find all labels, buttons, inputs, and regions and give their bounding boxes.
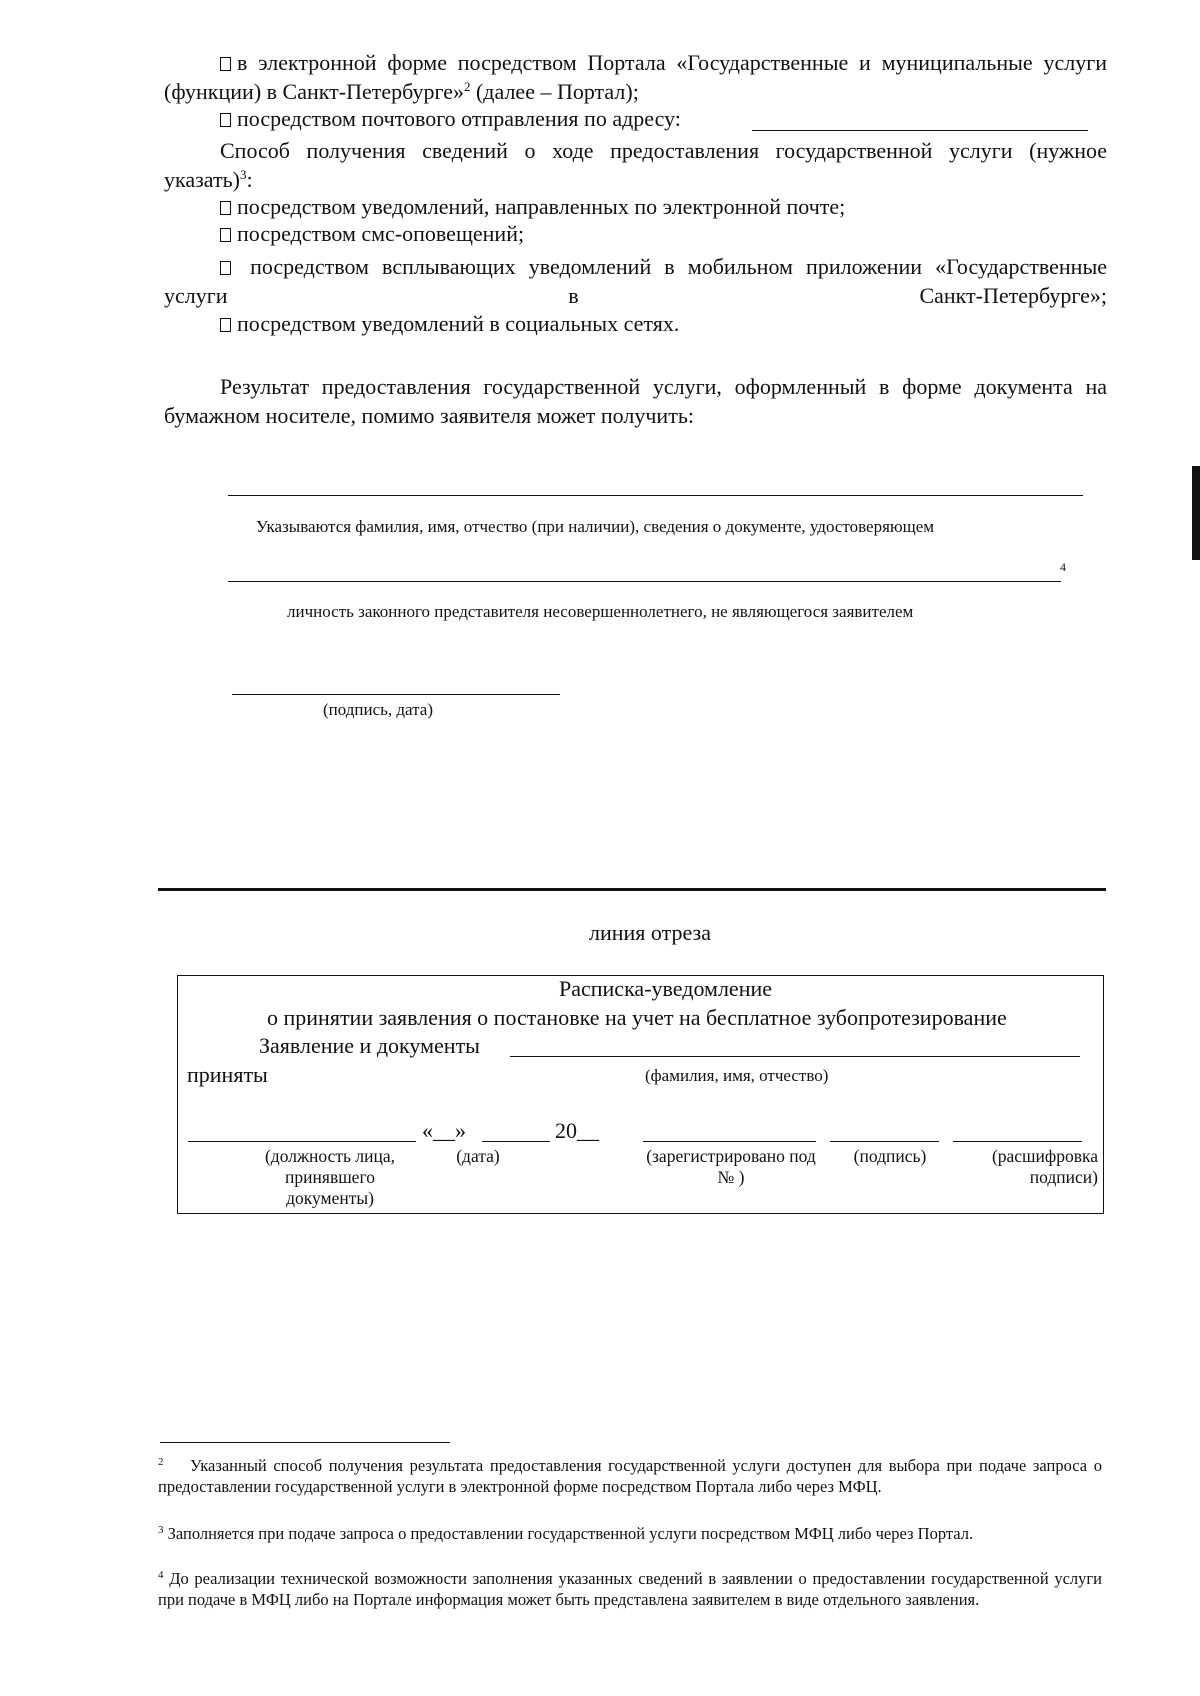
quote-close: » xyxy=(455,1118,466,1143)
checkbox[interactable] xyxy=(220,57,231,71)
colon: : xyxy=(246,167,253,192)
progress-option-push xyxy=(164,252,1107,310)
position-caption: (должность лица, принявшего документы) xyxy=(264,1146,395,1208)
progress-option-label: посредством уведомлений, направленных по электронной почте; xyxy=(237,194,846,219)
progress-option-label: посредством уведомлений в социальных сетях. xyxy=(237,311,680,336)
recipient-line-2 xyxy=(228,581,1061,582)
scan-edge-mark xyxy=(1192,466,1200,560)
progress-option-email xyxy=(220,194,845,220)
footnote-separator xyxy=(160,1442,450,1443)
checkbox[interactable] xyxy=(220,113,231,127)
decoding-caption: (расшифровка подписи) xyxy=(991,1146,1098,1187)
accepted-label: приняты xyxy=(187,1062,268,1087)
option-mail xyxy=(220,106,681,132)
footnote-4 xyxy=(158,1568,1102,1610)
docs-name-line xyxy=(510,1056,1080,1057)
position-line xyxy=(188,1141,416,1142)
month-line xyxy=(482,1141,550,1142)
signature-line xyxy=(232,694,560,695)
checkbox[interactable] xyxy=(220,201,231,215)
checkbox[interactable] xyxy=(220,228,231,242)
cut-line-label: линия отреза xyxy=(589,920,711,945)
recipient-caption-2: личность законного представителя несовершеннолетнего, не являющегося заявителем xyxy=(287,602,914,621)
progress-option-label: посредством смс-оповещений; xyxy=(237,221,525,246)
checkbox[interactable] xyxy=(220,261,231,275)
footnote-text: Указанный способ получения результата предоставления государственной услуги доступен для выбора при подаче запроса о предоставлении государственной услуги в электронной форме посредством Портала либо через МФЦ. xyxy=(158,1456,1102,1496)
footnote-text: Заполняется при подаче запроса о предоставлении государственной услуги посредством МФЦ либо через Портал. xyxy=(167,1524,974,1543)
address-blank-line xyxy=(752,130,1088,131)
decoding-line xyxy=(953,1141,1082,1142)
progress-option-sms xyxy=(220,221,524,247)
recipient-caption-1: Указываются фамилия, имя, отчество (при наличии), сведения о документе, удостоверяющем xyxy=(256,517,934,536)
footnote-2 xyxy=(158,1455,1102,1497)
option-portal-tail: (далее – Портал); xyxy=(475,79,639,104)
footnote-number: 2 xyxy=(158,1456,164,1468)
footnote-number: 3 xyxy=(158,1524,164,1536)
date-caption: (дата) xyxy=(456,1146,500,1166)
footnote-ref: 2 xyxy=(463,79,471,94)
option-mail-text: посредством почтового отправления по адресу: xyxy=(237,106,681,131)
recipient-line-1 xyxy=(228,495,1083,496)
signature-field-caption: (подпись) xyxy=(853,1146,927,1166)
quote-open: « xyxy=(422,1118,433,1143)
progress-option-social xyxy=(220,311,679,337)
docs-label: Заявление и документы xyxy=(259,1033,480,1058)
name-caption: (фамилия, имя, отчество) xyxy=(645,1066,829,1085)
registered-line xyxy=(643,1141,816,1142)
date-day xyxy=(422,1118,466,1144)
footnote-number: 4 xyxy=(158,1569,164,1581)
footnote-3 xyxy=(158,1523,1102,1544)
option-portal xyxy=(164,48,1107,106)
progress-heading xyxy=(164,136,1107,194)
year: 20__ xyxy=(555,1118,599,1143)
day-blank: __ xyxy=(433,1118,455,1143)
result-paragraph: Результат предоставления государственной услуги, оформленный в форме документа на бумажном носителе, помимо заявителя может получить: xyxy=(164,374,1107,428)
progress-option-label: посредством всплывающих уведомлений в мобильном приложении «Государственные услуги в Санкт-Петербурге»; xyxy=(164,254,1107,308)
footnote-ref: 3 xyxy=(239,167,247,182)
cut-line xyxy=(158,888,1106,891)
signature-field-line xyxy=(830,1141,939,1142)
footnote-text: До реализации технической возможности заполнения указанных сведений в заявлении о предоставлении государственной услуги при подаче в МФЦ либо на Портале информация может быть представлена заявителем в виде отдельного заявления. xyxy=(158,1569,1102,1609)
checkbox[interactable] xyxy=(220,318,231,332)
progress-heading-text: Способ получения сведений о ходе предоставления государственной услуги (нужное указать) xyxy=(164,138,1107,192)
receipt-subtitle: о принятии заявления о постановке на учет на бесплатное зубопротезирование xyxy=(267,1005,1007,1030)
receipt-title: Расписка-уведомление xyxy=(559,976,773,1001)
signature-caption: (подпись, дата) xyxy=(323,700,434,719)
footnote-ref: 4 xyxy=(1060,560,1066,574)
option-portal-text: в электронной форме посредством Портала «Государственные и муниципальные услуги (функции) в Санкт-Петербурге» xyxy=(164,50,1107,104)
registered-caption: (зарегистрировано под № ) xyxy=(646,1146,816,1187)
